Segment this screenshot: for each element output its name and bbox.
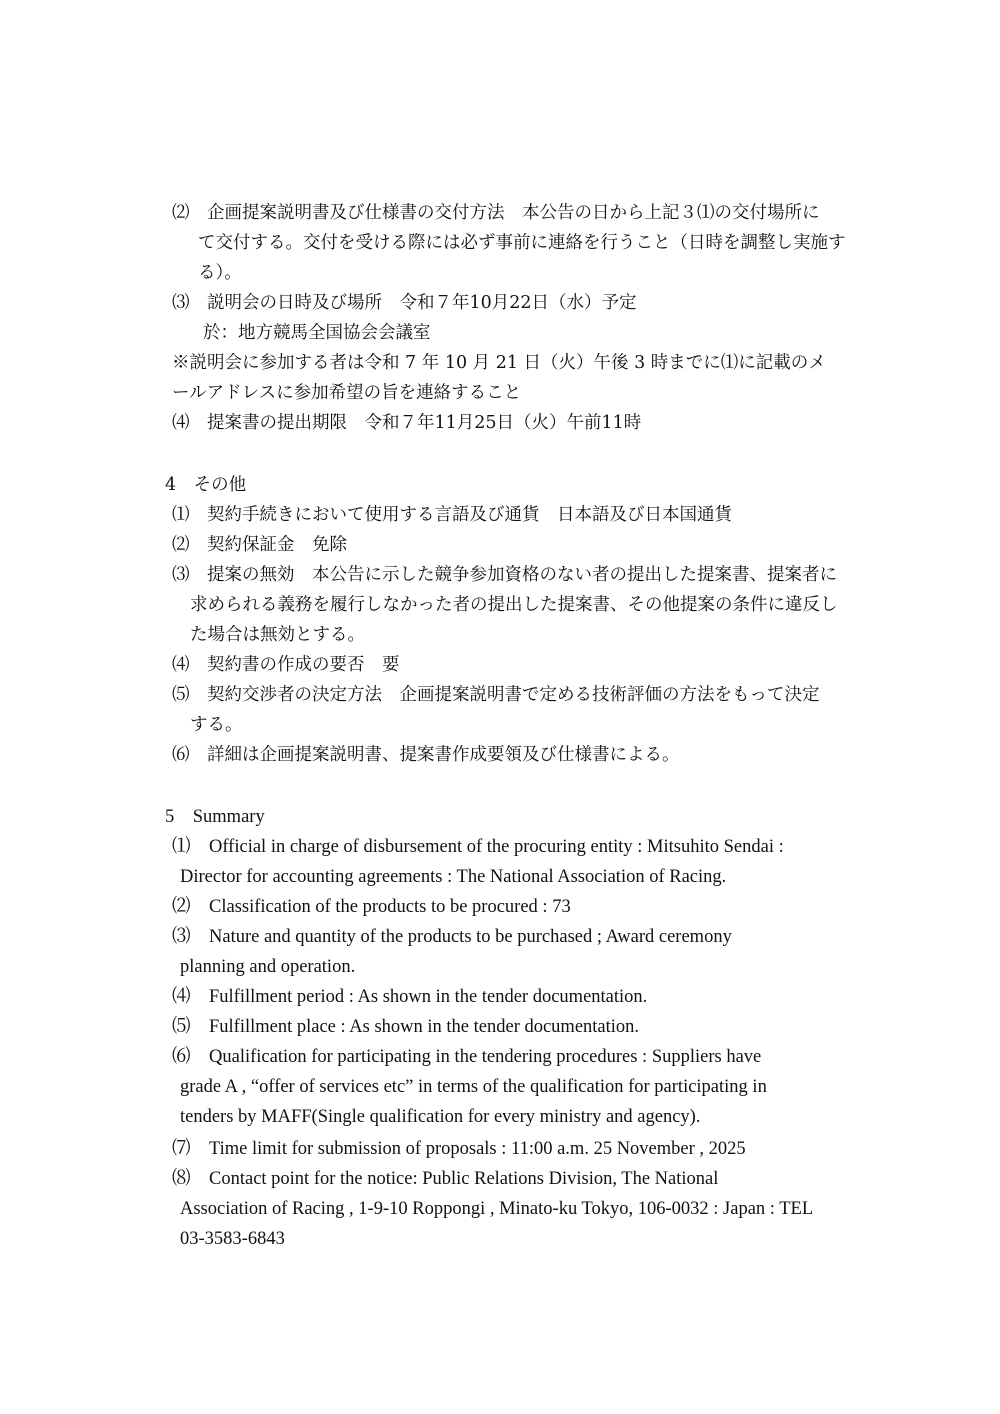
s4-heading: 4 その他 [165, 475, 247, 495]
s5-item1-line1: ⑴ Official in charge of disbursement of the procuring entity : Mitsuhito Sendai : [172, 837, 784, 857]
s5-item2: ⑵ Classification of the products to be procured : 73 [172, 897, 571, 917]
s5-item3-line2: planning and operation. [180, 957, 356, 977]
s5-item8-line1: ⑻ Contact point for the notice: Public Relations Division, The National [172, 1169, 719, 1189]
s5-item1-line2: Director for accounting agreements : The National Association of Racing. [180, 867, 727, 887]
s4-item1: ⑴ 契約手続きにおいて使用する言語及び通貨 日本語及び日本国通貨 [172, 505, 732, 525]
s3-item2-line2: て交付する。交付を受ける際には必ず事前に連絡を行うこと（日時を調整し実施す [198, 233, 846, 253]
s4-item3-line1: ⑶ 提案の無効 本公告に示した競争参加資格のない者の提出した提案書、提案者に [172, 565, 837, 585]
s5-item6-line2: grade A , “offer of services etc” in terms of the qualification for participating in [180, 1077, 767, 1097]
s3-item3-line2: 於：地方競馬全国協会会議室 [203, 323, 431, 343]
s4-item4: ⑷ 契約書の作成の要否 要 [172, 655, 400, 675]
s5-item8-line3: 03-3583-6843 [180, 1229, 285, 1249]
s4-item5-line1: ⑸ 契約交渉者の決定方法 企画提案説明書で定める技術評価の方法をもって決定 [172, 685, 820, 705]
s5-item6-line3: tenders by MAFF(Single qualification for every ministry and agency). [180, 1107, 701, 1127]
s3-item2-line3: る）。 [198, 263, 242, 283]
s4-item5-line2: する。 [190, 715, 243, 735]
s4-item2: ⑵ 契約保証金 免除 [172, 535, 347, 555]
s3-note-line1: ※説明会に参加する者は令和 7 年 10 月 21 日（火）午後 3 時までに⑴に記載のメ [172, 353, 826, 373]
s5-item3-line1: ⑶ Nature and quantity of the products to be purchased ; Award ceremony [172, 927, 732, 947]
s5-item5: ⑸ Fulfillment place : As shown in the tender documentation. [172, 1017, 640, 1037]
s5-item7: ⑺ Time limit for submission of proposals : 11:00 a.m. 25 November , 2025 [172, 1139, 746, 1159]
s5-item6-line1: ⑹ Qualification for participating in the tendering procedures : Suppliers have [172, 1047, 762, 1067]
s3-note-line2: ールアドレスに参加希望の旨を連絡すること [172, 383, 522, 403]
s5-heading: 5 Summary [165, 807, 265, 827]
s4-item3-line3: た場合は無効とする。 [190, 625, 365, 645]
s4-item3-line2: 求められる義務を履行しなかった者の提出した提案書、その他提案の条件に違反し [190, 595, 838, 615]
s3-item4: ⑷ 提案書の提出期限 令和７年11月25日（火）午前11時 [172, 413, 642, 433]
s4-item6: ⑹ 詳細は企画提案説明書、提案書作成要領及び仕様書による。 [172, 745, 680, 765]
s3-item2-line1: ⑵ 企画提案説明書及び仕様書の交付方法 本公告の日から上記３⑴の交付場所に [172, 203, 820, 223]
s5-item8-line2: Association of Racing , 1-9-10 Roppongi , Minato-ku Tokyo, 106-0032 : Japan : TEL [180, 1199, 814, 1219]
s5-item4: ⑷ Fulfillment period : As shown in the tender documentation. [172, 987, 648, 1007]
s3-item3-line1: ⑶ 説明会の日時及び場所 令和７年10月22日（水）予定 [172, 293, 637, 313]
